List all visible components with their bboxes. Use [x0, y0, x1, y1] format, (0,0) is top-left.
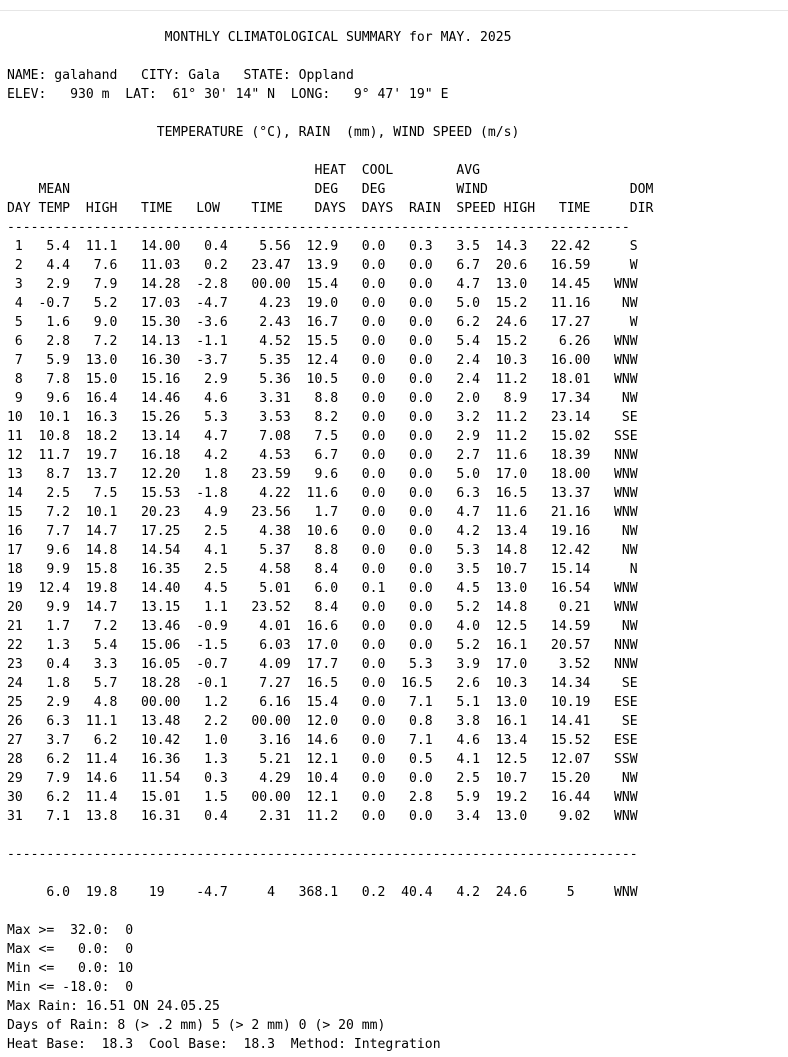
table-row: 11 10.8 18.2 13.14 4.7 7.08 7.5 0.0 0.0 2.9 11.2 15.02 SSE — [7, 429, 638, 444]
units-line: TEMPERATURE (°C), RAIN (mm), WIND SPEED (m/s) — [7, 125, 520, 140]
climatological-summary-report — [7, 28, 653, 1054]
table-row: 18 9.9 15.8 16.35 2.5 4.58 8.4 0.0 0.0 3.5 10.7 15.14 N — [7, 562, 638, 577]
footer-line: Max <= 0.0: 0 — [7, 942, 134, 957]
footer-line: Min <= 0.0: 10 — [7, 961, 134, 976]
table-header-line-1: HEAT COOL AVG — [7, 163, 480, 178]
table-row: 14 2.5 7.5 15.53 -1.8 4.22 11.6 0.0 0.0 6.3 16.5 13.37 WNW — [7, 486, 638, 501]
table-row: 19 12.4 19.8 14.40 4.5 5.01 6.0 0.1 0.0 4.5 13.0 16.54 WNW — [7, 581, 638, 596]
table-row: 10 10.1 16.3 15.26 5.3 3.53 8.2 0.0 0.0 3.2 11.2 23.14 SE — [7, 410, 638, 425]
table-row: 29 7.9 14.6 11.54 0.3 4.29 10.4 0.0 0.0 2.5 10.7 15.20 NW — [7, 771, 638, 786]
footer-line: Max Rain: 16.51 ON 24.05.25 — [7, 999, 220, 1014]
table-row: 2 4.4 7.6 11.03 0.2 23.47 13.9 0.0 0.0 6.7 20.6 16.59 W — [7, 258, 638, 273]
table-totals-row: 6.0 19.8 19 -4.7 4 368.1 0.2 40.4 4.2 24.6 5 WNW — [7, 885, 638, 900]
station-name-line: NAME: galahand CITY: Gala STATE: Oppland — [7, 68, 354, 83]
table-row: 16 7.7 14.7 17.25 2.5 4.38 10.6 0.0 0.0 4.2 13.4 19.16 NW — [7, 524, 638, 539]
table-row: 9 9.6 16.4 14.46 4.6 3.31 8.8 0.0 0.0 2.0 8.9 17.34 NW — [7, 391, 638, 406]
footer-line: Days of Rain: 8 (> .2 mm) 5 (> 2 mm) 0 (> 20 mm) — [7, 1018, 386, 1033]
window-top-border — [0, 10, 788, 11]
footer-line: Max >= 32.0: 0 — [7, 923, 134, 938]
table-row: 15 7.2 10.1 20.23 4.9 23.56 1.7 0.0 0.0 4.7 11.6 21.16 WNW — [7, 505, 638, 520]
table-header-line-2: MEAN DEG DEG WIND DOM — [7, 182, 654, 197]
table-row: 1 5.4 11.1 14.00 0.4 5.56 12.9 0.0 0.3 3.5 14.3 22.42 S — [7, 239, 638, 254]
table-row: 23 0.4 3.3 16.05 -0.7 4.09 17.7 0.0 5.3 3.9 17.0 3.52 NNW — [7, 657, 638, 672]
table-row: 22 1.3 5.4 15.06 -1.5 6.03 17.0 0.0 0.0 5.2 16.1 20.57 NNW — [7, 638, 638, 653]
table-row: 12 11.7 19.7 16.18 4.2 4.53 6.7 0.0 0.0 2.7 11.6 18.39 NNW — [7, 448, 638, 463]
table-row: 25 2.9 4.8 00.00 1.2 6.16 15.4 0.0 7.1 5.1 13.0 10.19 ESE — [7, 695, 638, 710]
table-row: 17 9.6 14.8 14.54 4.1 5.37 8.8 0.0 0.0 5.3 14.8 12.42 NW — [7, 543, 638, 558]
station-location-line: ELEV: 930 m LAT: 61° 30' 14" N LONG: 9° 47' 19" E — [7, 87, 449, 102]
table-row: 30 6.2 11.4 15.01 1.5 00.00 12.1 0.0 2.8 5.9 19.2 16.44 WNW — [7, 790, 638, 805]
table-row: 8 7.8 15.0 15.16 2.9 5.36 10.5 0.0 0.0 2.4 11.2 18.01 WNW — [7, 372, 638, 387]
report-title: MONTHLY CLIMATOLOGICAL SUMMARY for MAY. 2025 — [7, 30, 512, 45]
table-row: 28 6.2 11.4 16.36 1.3 5.21 12.1 0.0 0.5 4.1 12.5 12.07 SSW — [7, 752, 638, 767]
table-row: 26 6.3 11.1 13.48 2.2 00.00 12.0 0.0 0.8 3.8 16.1 14.41 SE — [7, 714, 638, 729]
summary-footer — [7, 923, 441, 1052]
footer-line: Heat Base: 18.3 Cool Base: 18.3 Method: Integration — [7, 1037, 441, 1052]
table-row: 20 9.9 14.7 13.15 1.1 23.52 8.4 0.0 0.0 5.2 14.8 0.21 WNW — [7, 600, 638, 615]
table-row: 27 3.7 6.2 10.42 1.0 3.16 14.6 0.0 7.1 4.6 13.4 15.52 ESE — [7, 733, 638, 748]
table-divider-top: ------------------------------------------------------------------------------- — [7, 220, 630, 235]
table-row: 31 7.1 13.8 16.31 0.4 2.31 11.2 0.0 0.0 3.4 13.0 9.02 WNW — [7, 809, 638, 824]
table-divider-bottom: -------------------------------------------------------------------------------- — [7, 847, 638, 862]
footer-line: Min <= -18.0: 0 — [7, 980, 134, 995]
table-row: 21 1.7 7.2 13.46 -0.9 4.01 16.6 0.0 0.0 4.0 12.5 14.59 NW — [7, 619, 638, 634]
table-row: 13 8.7 13.7 12.20 1.8 23.59 9.6 0.0 0.0 5.0 17.0 18.00 WNW — [7, 467, 638, 482]
table-header-line-3: DAY TEMP HIGH TIME LOW TIME DAYS DAYS RAIN SPEED HIGH TIME DIR — [7, 201, 654, 216]
table-row: 6 2.8 7.2 14.13 -1.1 4.52 15.5 0.0 0.0 5.4 15.2 6.26 WNW — [7, 334, 638, 349]
table-row: 4 -0.7 5.2 17.03 -4.7 4.23 19.0 0.0 0.0 5.0 15.2 11.16 NW — [7, 296, 638, 311]
table-body — [7, 239, 638, 824]
table-row: 3 2.9 7.9 14.28 -2.8 00.00 15.4 0.0 0.0 4.7 13.0 14.45 WNW — [7, 277, 638, 292]
table-row: 24 1.8 5.7 18.28 -0.1 7.27 16.5 0.0 16.5 2.6 10.3 14.34 SE — [7, 676, 638, 691]
table-row: 7 5.9 13.0 16.30 -3.7 5.35 12.4 0.0 0.0 2.4 10.3 16.00 WNW — [7, 353, 638, 368]
table-row: 5 1.6 9.0 15.30 -3.6 2.43 16.7 0.0 0.0 6.2 24.6 17.27 W — [7, 315, 638, 330]
